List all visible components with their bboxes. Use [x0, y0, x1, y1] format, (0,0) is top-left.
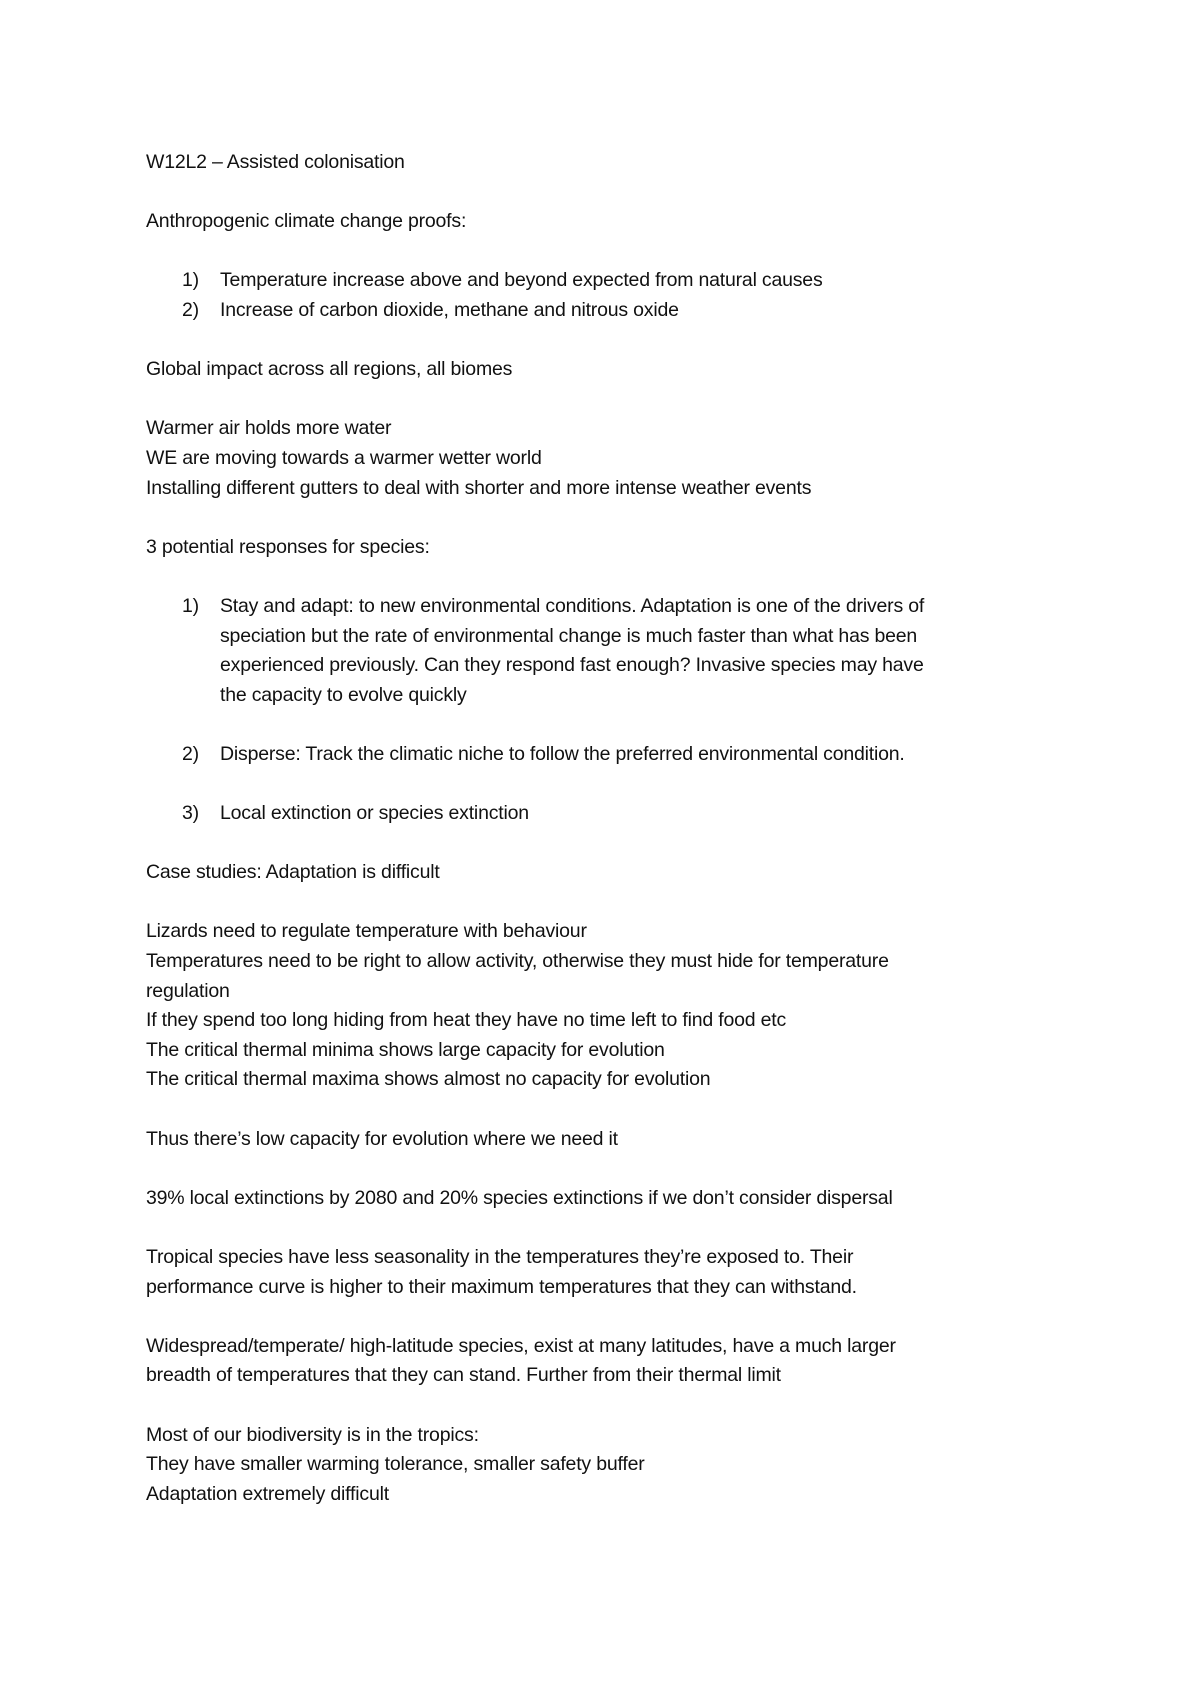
paragraph-line: If they spend too long hiding from heat they have no time left to find food etc [146, 1009, 787, 1032]
paragraph-line: Tropical species have less seasonality in the temperatures they’re exposed to. Their [146, 1245, 854, 1268]
responses-list [146, 592, 1076, 829]
list-item-line: Local extinction or species extinction [220, 802, 529, 825]
spacer [146, 326, 1076, 356]
list-item [146, 592, 1076, 710]
document-body [146, 148, 1076, 1509]
list-item [146, 740, 1076, 770]
spacer [146, 1154, 1076, 1184]
spacer [146, 562, 1076, 592]
spacer [146, 385, 1076, 415]
paragraph-line: Installing different gutters to deal with shorter and more intense weather events [146, 476, 812, 499]
list-item-line: the capacity to evolve quickly [220, 683, 467, 706]
paragraph-line: WE are moving towards a warmer wetter world [146, 446, 542, 469]
list-number: 1) [182, 269, 199, 292]
spacer [146, 769, 1076, 799]
list-item [146, 266, 1076, 296]
list-item-text [220, 740, 1076, 770]
paragraph-line: Thus there’s low capacity for evolution where we need it [146, 1127, 618, 1150]
list-item-line: Stay and adapt: to new environmental conditions. Adaptation is one of the drivers of [220, 594, 925, 617]
paragraph-line: 39% local extinctions by 2080 and 20% species extinctions if we don’t consider dispersal [146, 1186, 893, 1209]
spacer [146, 178, 1076, 208]
list-number: 2) [182, 298, 199, 321]
paragraph-line: They have smaller warming tolerance, smaller safety buffer [146, 1453, 645, 1476]
paragraph-line: breadth of temperatures that they can stand. Further from their thermal limit [146, 1364, 781, 1387]
paragraph-line: Lizards need to regulate temperature with behaviour [146, 920, 587, 943]
paragraph-line: Temperatures need to be right to allow activity, otherwise they must hide for temperature [146, 950, 889, 973]
list-item-line: Disperse: Track the climatic niche to follow the preferred environmental condition. [220, 742, 905, 765]
list-item-line: speciation but the rate of environmental change is much faster than what has been [220, 624, 918, 647]
list-item [146, 296, 1076, 326]
proofs-heading: Anthropogenic climate change proofs: [146, 210, 467, 233]
list-number: 1) [182, 594, 199, 617]
list-item-text: Temperature increase above and beyond expected from natural causes [220, 269, 823, 292]
global-impact-text: Global impact across all regions, all biomes [146, 358, 513, 381]
paragraph-line: regulation [146, 979, 230, 1002]
paragraph-line: The critical thermal minima shows large capacity for evolution [146, 1038, 665, 1061]
paragraph-line: performance curve is higher to their maximum temperatures that they can withstand. [146, 1275, 857, 1298]
paragraph-line: Widespread/temperate/ high-latitude species, exist at many latitudes, have a much larger [146, 1334, 896, 1357]
spacer [146, 1391, 1076, 1421]
spacer [146, 888, 1076, 918]
spacer [146, 503, 1076, 533]
document-title: W12L2 – Assisted colonisation [146, 151, 405, 173]
spacer [146, 1213, 1076, 1243]
list-item-text [220, 799, 1076, 829]
spacer [146, 237, 1076, 267]
responses-heading: 3 potential responses for species: [146, 535, 430, 558]
paragraph-line: Adaptation extremely difficult [146, 1482, 389, 1505]
list-item-text [220, 592, 1076, 710]
list-number: 3) [182, 802, 199, 825]
spacer [146, 829, 1076, 859]
paragraph-line: The critical thermal maxima shows almost no capacity for evolution [146, 1068, 711, 1091]
list-item [146, 799, 1076, 829]
list-item-text: Increase of carbon dioxide, methane and nitrous oxide [220, 298, 679, 321]
paragraph-line: Warmer air holds more water [146, 417, 392, 440]
spacer [146, 1095, 1076, 1125]
case-studies-heading: Case studies: Adaptation is difficult [146, 861, 440, 884]
spacer [146, 710, 1076, 740]
spacer [146, 1302, 1076, 1332]
paragraph-line: Most of our biodiversity is in the tropics: [146, 1423, 479, 1446]
list-item-line: experienced previously. Can they respond fast enough? Invasive species may have [220, 654, 924, 677]
list-number: 2) [182, 742, 199, 765]
proofs-list [146, 266, 1076, 325]
